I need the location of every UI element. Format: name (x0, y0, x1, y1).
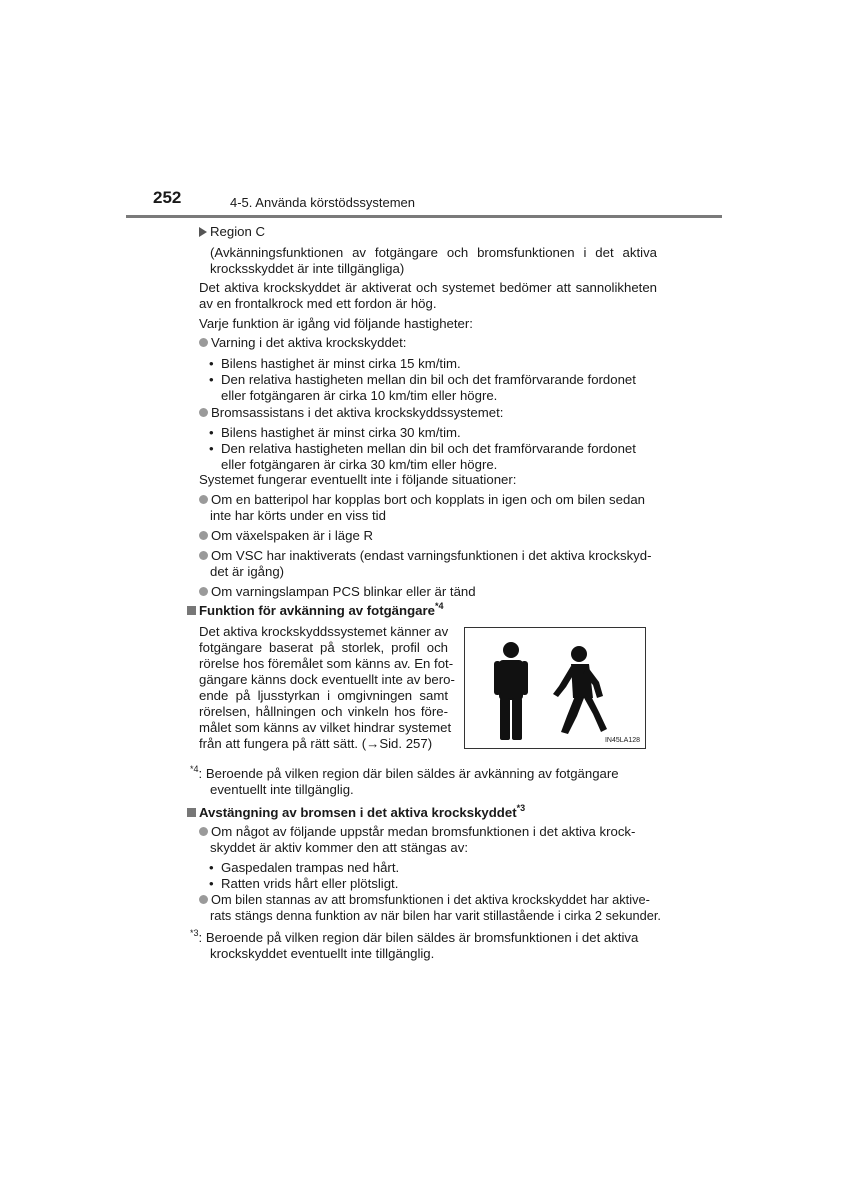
brake-off-item: Om något av följande uppstår medan bromsfunktionen i det aktiva krock- (199, 824, 635, 840)
bullet-dot-icon (199, 495, 208, 504)
square-bullet-icon (187, 606, 196, 615)
triangle-icon (199, 227, 207, 237)
region-note-line-2: krocksskyddet är inte tillgängliga) (210, 261, 405, 276)
footnote-4: $^{*4}$: Beroende på vilken region där bilen säldes är avkänning av fotgängare (190, 764, 619, 781)
paragraph-activation-2: av en frontalkrock med ett fordon är hög. (199, 296, 437, 311)
standing-pedestrian-icon (494, 642, 528, 740)
paragraph-activation-1: Det aktiva krockskyddet är aktiverat och systemet bedömer att sannolikheten (199, 280, 657, 295)
brake-off-item-continuation: skyddet är aktiv kommer den att stängas av: (210, 840, 469, 855)
brake-off-section-heading: Avstängning av bromsen i det aktiva krockskyddet$^{*3}$ (187, 805, 525, 821)
footnote-3-continuation: krockskyddet eventuellt inte tillgänglig. (210, 946, 435, 961)
walking-pedestrian-icon (553, 646, 607, 734)
region-heading (199, 224, 265, 240)
bullet-dot-icon (199, 895, 208, 904)
section-header: 4-5. Använda körstödssystemen (230, 195, 415, 210)
paragraph-situations: Systemet fungerar eventuellt inte i följande situationer: (199, 472, 517, 487)
square-bullet-icon (187, 808, 196, 817)
pedestrian-figure (464, 627, 646, 749)
situation-item-continuation: inte har körts under en viss tid (210, 508, 386, 523)
header-rule (126, 215, 722, 218)
list-item: • Den relativa hastigheten mellan din bil och det framförvarande fordonet (209, 372, 636, 387)
brake-assist-heading: Bromsassistans i det aktiva krockskyddssystemet: (199, 405, 503, 421)
list-item: • Ratten vrids hårt eller plötsligt. (209, 876, 399, 891)
list-item-continuation: eller fotgängaren är cirka 30 km/tim eller högre. (221, 457, 498, 472)
list-item: • Bilens hastighet är minst cirka 30 km/tim. (209, 425, 461, 440)
bullet-dot-icon (199, 408, 208, 417)
list-item: • Gaspedalen trampas ned hårt. (209, 860, 400, 875)
list-item: • Den relativa hastigheten mellan din bil och det framförvarande fordonet (209, 441, 636, 456)
paragraph-speeds: Varje funktion är igång vid följande hastigheter: (199, 316, 473, 331)
brake-off-item-continuation: rats stängs denna funktion av när bilen har varit stillastående i cirka 2 sekunder. (210, 908, 661, 923)
footnote-4-continuation: eventuellt inte tillgänglig. (210, 782, 354, 797)
pedestrian-description (199, 624, 455, 752)
situation-item: Om VSC har inaktiverats (endast varningsfunktionen i det aktiva krockskyd- (199, 548, 652, 564)
description-line: målet som känns av vilket hindrar systemet (199, 720, 452, 735)
pedestrian-figures-illustration (465, 628, 645, 748)
region-note-line-1: (Avkänningsfunktionen av fotgängare och bromsfunktionen i det aktiva (210, 245, 657, 260)
description-line: rörelse hos föremålet som känns av. En fot- (199, 656, 454, 671)
list-item: • Bilens hastighet är minst cirka 15 km/tim. (209, 356, 461, 371)
description-line: ende på ljusstyrkan i omgivningen samt (199, 688, 448, 703)
bullet-dot-icon (199, 551, 208, 560)
list-item-continuation: eller fotgängaren är cirka 10 km/tim eller högre. (221, 388, 498, 403)
description-line: fotgängare baserat på storlek, profil och (199, 640, 448, 655)
description-line: Det aktiva krockskyddssystemet känner av (199, 624, 449, 639)
bullet-dot-icon (199, 587, 208, 596)
region-label: Region C (210, 224, 265, 239)
situation-item: Om varningslampan PCS blinkar eller är tänd (199, 584, 476, 600)
bullet-dot-icon (199, 827, 208, 836)
brake-off-item: Om bilen stannas av att bromsfunktionen i det aktiva krockskyddet har aktive- (199, 892, 650, 908)
description-line: gängare känns dock eventuellt inte av bero- (199, 672, 455, 687)
situation-item: Om en batteripol har kopplas bort och kopplats in igen och om bilen sedan (199, 492, 645, 508)
footnote-3: $^{*3}$: Beroende på vilken region där bilen säldes är bromsfunktionen i det aktiva (190, 928, 639, 945)
description-line: rörelsen, hållningen och vinkeln hos före- (199, 704, 448, 719)
description-line: från att fungera på rätt sätt. (→Sid. 257) (199, 736, 433, 751)
bullet-dot-icon (199, 338, 208, 347)
warning-heading: Varning i det aktiva krockskyddet: (199, 335, 406, 351)
situation-item-continuation: det är igång) (210, 564, 285, 579)
bullet-dot-icon (199, 531, 208, 540)
figure-code: IN45LA128 (604, 737, 640, 744)
situation-item: Om växelspaken är i läge R (199, 528, 373, 544)
pedestrian-section-heading: Funktion för avkänning av fotgängare$^{*4}$ (187, 603, 443, 619)
page-number: 252 (153, 188, 182, 207)
